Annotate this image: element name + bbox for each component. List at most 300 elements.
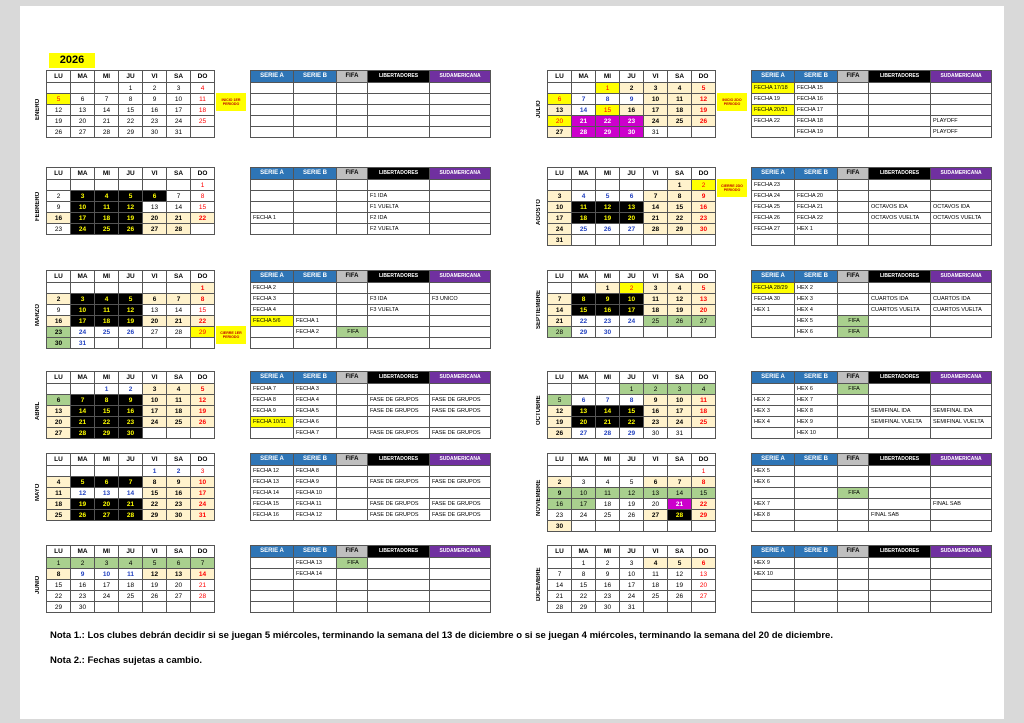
event-cell — [838, 180, 869, 191]
event-header: SERIE B — [294, 71, 337, 83]
day-cell: 9 — [119, 395, 143, 406]
event-cell — [795, 591, 838, 602]
day-cell: 19 — [47, 116, 71, 127]
day-cell: 6 — [572, 395, 596, 406]
event-cell: FINAL SAB — [931, 499, 992, 510]
event-cell: FECHA 10/11 — [251, 417, 294, 428]
day-cell: 13 — [71, 105, 95, 116]
day-cell: 6 — [143, 294, 167, 305]
weekday-header: JU — [620, 372, 644, 384]
day-cell — [692, 235, 716, 246]
weekday-header: MA — [572, 168, 596, 180]
day-cell: 9 — [143, 94, 167, 105]
day-cell: 10 — [668, 395, 692, 406]
weekday-header: MI — [95, 271, 119, 283]
event-cell — [752, 591, 795, 602]
event-cell: HEX 6 — [795, 327, 838, 338]
day-cell: 3 — [644, 283, 668, 294]
day-cell: 5 — [71, 477, 95, 488]
event-cell: HEX 7 — [752, 499, 795, 510]
event-cell — [931, 180, 992, 191]
day-cell: 8 — [191, 191, 215, 202]
event-cell: FECHA 19 — [795, 127, 838, 138]
event-cell — [752, 316, 795, 327]
day-cell: 8 — [692, 477, 716, 488]
month-calendar — [46, 545, 215, 613]
day-cell: 3 — [167, 83, 191, 94]
event-cell — [294, 180, 337, 191]
event-cell: HEX 2 — [795, 283, 838, 294]
day-cell: 15 — [620, 406, 644, 417]
event-cell: F1 IDA — [368, 191, 430, 202]
day-cell: 16 — [548, 499, 572, 510]
day-cell: 26 — [143, 591, 167, 602]
event-cell: HEX 8 — [752, 510, 795, 521]
weekday-header: JU — [119, 372, 143, 384]
day-cell: 29 — [95, 428, 119, 439]
day-cell: 24 — [548, 224, 572, 235]
day-cell: 18 — [596, 499, 620, 510]
day-cell: 22 — [95, 417, 119, 428]
day-cell: 13 — [548, 105, 572, 116]
day-cell: 23 — [71, 591, 95, 602]
month-label: NOVIEMBRE — [536, 479, 542, 517]
events-table — [250, 167, 491, 235]
day-cell: 15 — [692, 488, 716, 499]
day-cell: 29 — [620, 428, 644, 439]
weekday-header: DO — [191, 372, 215, 384]
event-cell — [838, 466, 869, 477]
weekday-header: SA — [167, 546, 191, 558]
day-cell: 11 — [644, 294, 668, 305]
day-cell: 20 — [167, 580, 191, 591]
event-cell — [251, 224, 294, 235]
day-cell — [71, 180, 95, 191]
event-cell: FECHA 10 — [294, 488, 337, 499]
day-cell: 8 — [572, 294, 596, 305]
event-cell — [795, 477, 838, 488]
day-cell: 27 — [692, 316, 716, 327]
day-cell: 9 — [548, 488, 572, 499]
event-cell — [337, 428, 368, 439]
event-cell: FASE DE GRUPOS — [368, 428, 430, 439]
month-calendar — [46, 167, 215, 235]
day-cell: 20 — [692, 580, 716, 591]
month-calendar — [547, 70, 716, 138]
day-cell: 19 — [119, 213, 143, 224]
day-cell — [572, 235, 596, 246]
day-cell: 21 — [596, 417, 620, 428]
day-cell — [620, 180, 644, 191]
month-calendar — [46, 270, 215, 349]
weekday-header: SA — [668, 71, 692, 83]
event-cell: FECHA 18 — [795, 116, 838, 127]
event-cell — [931, 105, 992, 116]
weekday-header: SA — [167, 271, 191, 283]
event-cell: FECHA 17 — [795, 105, 838, 116]
event-cell: FASE DE GRUPOS — [430, 477, 491, 488]
day-cell: 12 — [596, 202, 620, 213]
weekday-header: MA — [572, 546, 596, 558]
event-cell — [368, 488, 430, 499]
day-cell: 5 — [596, 191, 620, 202]
weekday-header: MA — [572, 271, 596, 283]
event-cell: FECHA 3 — [251, 294, 294, 305]
day-cell: 23 — [47, 327, 71, 338]
event-cell: FECHA 27 — [752, 224, 795, 235]
event-cell — [294, 305, 337, 316]
weekday-header: SA — [167, 168, 191, 180]
day-cell: 8 — [572, 569, 596, 580]
event-cell — [337, 224, 368, 235]
event-cell: FECHA 26 — [752, 213, 795, 224]
event-cell: FECHA 1 — [294, 316, 337, 327]
event-header: FIFA — [337, 168, 368, 180]
day-cell: 1 — [143, 466, 167, 477]
weekday-header: LU — [548, 546, 572, 558]
event-cell: HEX 9 — [752, 558, 795, 569]
weekday-header: MI — [596, 546, 620, 558]
event-cell — [337, 510, 368, 521]
event-cell — [337, 466, 368, 477]
day-cell: 3 — [191, 466, 215, 477]
day-cell: 30 — [596, 602, 620, 613]
day-cell: 6 — [143, 191, 167, 202]
weekday-header: SA — [668, 271, 692, 283]
event-cell — [869, 94, 931, 105]
day-cell: 10 — [71, 202, 95, 213]
day-cell: 12 — [119, 305, 143, 316]
event-cell — [251, 591, 294, 602]
day-cell — [167, 602, 191, 613]
day-cell: 2 — [644, 384, 668, 395]
day-cell: 7 — [668, 477, 692, 488]
event-cell — [838, 591, 869, 602]
event-cell — [838, 569, 869, 580]
day-cell: 25 — [191, 116, 215, 127]
day-cell: 3 — [143, 384, 167, 395]
day-cell — [71, 83, 95, 94]
day-cell — [668, 521, 692, 532]
day-cell: 23 — [596, 316, 620, 327]
day-cell — [167, 180, 191, 191]
day-cell: 4 — [692, 384, 716, 395]
event-cell — [337, 283, 368, 294]
event-cell — [838, 283, 869, 294]
weekday-header: LU — [47, 454, 71, 466]
event-cell: FECHA 20/21 — [752, 105, 795, 116]
event-cell — [337, 316, 368, 327]
day-cell: 11 — [596, 488, 620, 499]
weekday-header: VI — [644, 372, 668, 384]
event-cell — [368, 283, 430, 294]
day-cell — [119, 338, 143, 349]
weekday-header: VI — [644, 168, 668, 180]
day-cell: 28 — [191, 591, 215, 602]
weekday-header: LU — [548, 454, 572, 466]
event-header: SUDAMERICANA — [931, 546, 992, 558]
event-header: FIFA — [838, 271, 869, 283]
day-cell — [119, 602, 143, 613]
event-cell — [869, 395, 931, 406]
weekday-header: VI — [143, 546, 167, 558]
day-cell: 24 — [191, 499, 215, 510]
event-cell — [337, 83, 368, 94]
event-cell — [869, 477, 931, 488]
day-cell: 1 — [596, 83, 620, 94]
day-cell: 19 — [548, 417, 572, 428]
event-cell — [430, 591, 491, 602]
event-cell: F1 VUELTA — [368, 202, 430, 213]
event-cell: HEX 10 — [752, 569, 795, 580]
event-cell: OCTAVOS VUELTA — [931, 213, 992, 224]
weekday-header: JU — [620, 71, 644, 83]
event-cell: FECHA 13 — [294, 558, 337, 569]
day-cell: 14 — [95, 105, 119, 116]
day-cell: 11 — [644, 569, 668, 580]
day-cell: 24 — [71, 224, 95, 235]
day-cell: 23 — [644, 417, 668, 428]
day-cell: 20 — [644, 499, 668, 510]
event-cell — [838, 602, 869, 613]
day-cell: 30 — [167, 510, 191, 521]
day-cell: 22 — [572, 591, 596, 602]
weekday-header: MA — [71, 372, 95, 384]
event-cell — [368, 83, 430, 94]
events-table — [250, 270, 491, 349]
day-cell — [71, 283, 95, 294]
event-cell — [337, 116, 368, 127]
day-cell: 25 — [644, 316, 668, 327]
day-cell: 18 — [191, 105, 215, 116]
weekday-header: LU — [47, 71, 71, 83]
event-header: LIBERTADORES — [368, 372, 430, 384]
event-header: LIBERTADORES — [869, 271, 931, 283]
event-cell — [430, 180, 491, 191]
events-table — [751, 453, 992, 532]
day-cell: 12 — [692, 94, 716, 105]
day-cell: 22 — [191, 316, 215, 327]
day-cell: 10 — [191, 477, 215, 488]
day-cell: 17 — [668, 406, 692, 417]
weekday-header: MI — [95, 372, 119, 384]
weekday-header: SA — [668, 546, 692, 558]
day-cell: 30 — [596, 327, 620, 338]
day-cell — [668, 466, 692, 477]
event-header: SERIE B — [795, 168, 838, 180]
event-cell — [931, 558, 992, 569]
day-cell: 16 — [119, 406, 143, 417]
event-cell: HEX 3 — [795, 294, 838, 305]
day-cell: 16 — [692, 202, 716, 213]
event-cell — [251, 191, 294, 202]
day-cell: 26 — [119, 327, 143, 338]
event-cell — [430, 558, 491, 569]
event-cell — [931, 466, 992, 477]
day-cell — [47, 180, 71, 191]
weekday-header: SA — [167, 454, 191, 466]
weekday-header: VI — [143, 372, 167, 384]
day-cell: 15 — [572, 580, 596, 591]
day-cell: 29 — [692, 510, 716, 521]
event-cell — [931, 395, 992, 406]
event-header: FIFA — [337, 71, 368, 83]
weekday-header: SA — [668, 454, 692, 466]
day-cell: 19 — [692, 105, 716, 116]
event-cell — [430, 83, 491, 94]
event-cell — [931, 569, 992, 580]
event-cell: FECHA 12 — [251, 466, 294, 477]
event-cell — [294, 283, 337, 294]
event-cell — [368, 105, 430, 116]
event-cell: FASE DE GRUPOS — [430, 499, 491, 510]
day-cell: 21 — [548, 316, 572, 327]
day-cell — [47, 83, 71, 94]
event-cell — [430, 105, 491, 116]
day-cell: 20 — [47, 417, 71, 428]
event-header: SERIE A — [251, 546, 294, 558]
events-table — [250, 545, 491, 613]
day-cell: 26 — [47, 127, 71, 138]
day-cell: 28 — [596, 428, 620, 439]
day-cell: 16 — [71, 580, 95, 591]
day-cell — [119, 466, 143, 477]
period-note: CIERRE 1ER PERIODO — [216, 326, 246, 344]
day-cell: 28 — [119, 510, 143, 521]
event-cell: FECHA 25 — [752, 202, 795, 213]
event-cell — [337, 417, 368, 428]
period-note: INICIO 2DO PERIODO — [717, 93, 747, 111]
event-cell: FECHA 2 — [294, 327, 337, 338]
day-cell — [548, 180, 572, 191]
events-table — [751, 371, 992, 439]
month-label: JUNIO — [35, 575, 41, 594]
weekday-header: MA — [572, 372, 596, 384]
day-cell — [596, 235, 620, 246]
day-cell — [668, 602, 692, 613]
weekday-header: VI — [143, 71, 167, 83]
day-cell — [596, 180, 620, 191]
event-header: SUDAMERICANA — [430, 168, 491, 180]
day-cell — [95, 83, 119, 94]
day-cell: 16 — [596, 305, 620, 316]
event-header: SERIE B — [795, 454, 838, 466]
event-header: FIFA — [838, 546, 869, 558]
day-cell: 9 — [596, 294, 620, 305]
day-cell: 4 — [119, 558, 143, 569]
day-cell: 5 — [692, 283, 716, 294]
day-cell: 11 — [167, 395, 191, 406]
day-cell: 3 — [548, 191, 572, 202]
event-cell — [752, 521, 795, 532]
event-cell — [838, 499, 869, 510]
event-cell: CUARTOS VUELTA — [869, 305, 931, 316]
day-cell: 28 — [167, 224, 191, 235]
day-cell: 10 — [548, 202, 572, 213]
event-cell — [430, 202, 491, 213]
event-header: SUDAMERICANA — [931, 71, 992, 83]
day-cell: 27 — [71, 127, 95, 138]
weekday-header: LU — [47, 546, 71, 558]
day-cell: 24 — [620, 316, 644, 327]
event-cell: FASE DE GRUPOS — [368, 395, 430, 406]
day-cell: 2 — [47, 294, 71, 305]
event-header: SUDAMERICANA — [931, 454, 992, 466]
day-cell: 18 — [95, 316, 119, 327]
event-header: SERIE B — [294, 546, 337, 558]
event-cell — [869, 488, 931, 499]
day-cell: 7 — [119, 477, 143, 488]
day-cell: 29 — [143, 510, 167, 521]
event-cell — [337, 591, 368, 602]
event-header: SERIE A — [752, 71, 795, 83]
day-cell: 4 — [95, 191, 119, 202]
day-cell: 1 — [47, 558, 71, 569]
event-header: SERIE B — [795, 546, 838, 558]
event-cell — [368, 338, 430, 349]
weekday-header: LU — [548, 271, 572, 283]
day-cell: 8 — [95, 395, 119, 406]
event-cell: HEX 5 — [752, 466, 795, 477]
month-label: MARZO — [35, 304, 41, 326]
event-cell: FINAL SAB — [869, 510, 931, 521]
day-cell: 13 — [572, 406, 596, 417]
event-cell — [430, 580, 491, 591]
event-cell — [869, 499, 931, 510]
day-cell: 28 — [167, 327, 191, 338]
day-cell: 18 — [644, 305, 668, 316]
day-cell: 29 — [572, 602, 596, 613]
event-cell — [795, 558, 838, 569]
day-cell: 23 — [692, 213, 716, 224]
day-cell: 22 — [572, 316, 596, 327]
event-cell — [430, 305, 491, 316]
day-cell — [167, 428, 191, 439]
weekday-header: DO — [191, 454, 215, 466]
day-cell: 14 — [167, 202, 191, 213]
event-cell — [294, 338, 337, 349]
day-cell: 10 — [71, 305, 95, 316]
event-cell: OCTAVOS IDA — [869, 202, 931, 213]
weekday-header: LU — [548, 372, 572, 384]
month-calendar — [46, 453, 215, 521]
month-calendar — [46, 371, 215, 439]
event-cell: HEX 4 — [752, 417, 795, 428]
note-2: Nota 2.: Fechas sujetas a cambio. — [50, 655, 203, 666]
event-cell: HEX 2 — [752, 395, 795, 406]
day-cell — [572, 384, 596, 395]
event-cell — [368, 569, 430, 580]
event-cell — [430, 283, 491, 294]
day-cell: 31 — [167, 127, 191, 138]
day-cell — [548, 466, 572, 477]
event-cell — [337, 395, 368, 406]
day-cell: 26 — [668, 591, 692, 602]
day-cell: 27 — [143, 224, 167, 235]
event-cell — [869, 191, 931, 202]
day-cell: 30 — [47, 338, 71, 349]
day-cell: 8 — [668, 191, 692, 202]
day-cell: 9 — [596, 569, 620, 580]
weekday-header: DO — [692, 168, 716, 180]
event-header: LIBERTADORES — [368, 168, 430, 180]
day-cell: 25 — [644, 591, 668, 602]
event-cell — [251, 180, 294, 191]
event-cell — [251, 327, 294, 338]
weekday-header: MI — [596, 271, 620, 283]
day-cell: 6 — [644, 477, 668, 488]
day-cell: 9 — [71, 569, 95, 580]
